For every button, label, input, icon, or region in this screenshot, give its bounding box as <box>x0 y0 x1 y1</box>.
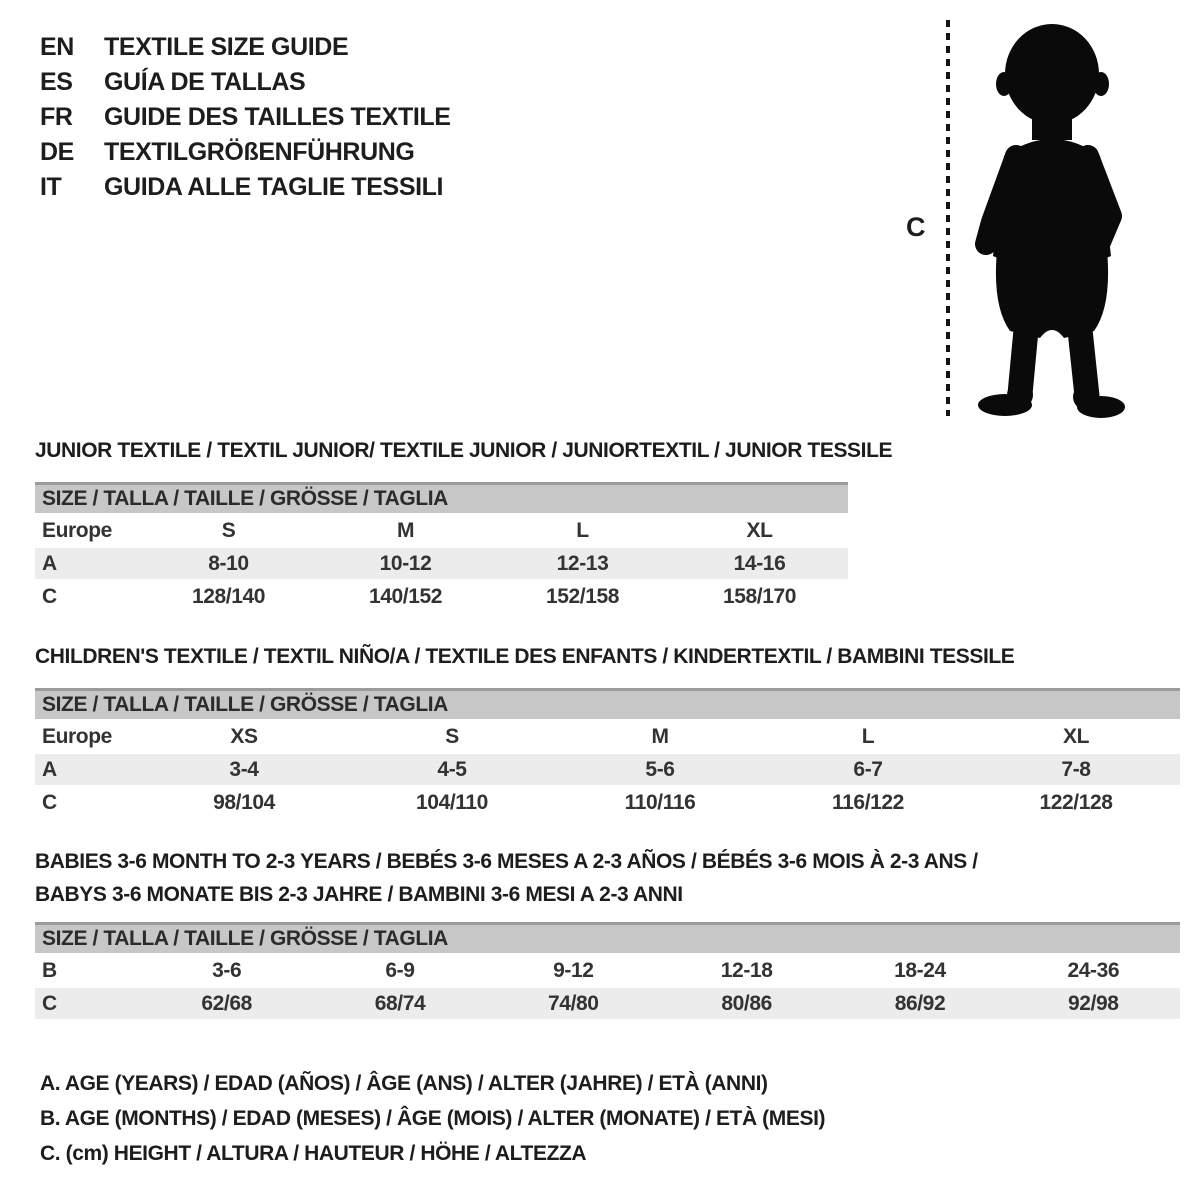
legend-line: C. (cm) HEIGHT / ALTURA / HAUTEUR / HÖHE / ALTEZZA <box>40 1142 587 1165</box>
language-code: DE <box>40 138 74 166</box>
table-cell: 98/104 <box>213 790 275 814</box>
babies-section-title <box>35 845 1180 911</box>
table-cell: 68/74 <box>374 991 426 1015</box>
table-row <box>35 515 848 546</box>
toddler-silhouette-icon <box>964 14 1140 420</box>
babies-size-table <box>35 955 1180 1019</box>
legend-line: B. AGE (MONTHS) / EDAD (MESES) / ÂGE (MOIS) / ALTER (MONATE) / ETÀ (MESI) <box>40 1107 826 1130</box>
table-cell: 4-5 <box>437 757 467 781</box>
children-textile-section <box>35 640 1180 820</box>
row-label: C <box>42 584 57 608</box>
row-label: A <box>42 551 57 575</box>
table-row <box>35 955 1180 986</box>
table-cell: 10-12 <box>379 551 432 575</box>
table-row <box>35 787 1180 818</box>
table-cell: 14-16 <box>733 551 786 575</box>
table-cell: L <box>576 518 589 542</box>
junior-textile-section <box>35 434 893 614</box>
language-row <box>40 65 451 100</box>
table-row <box>35 721 1180 752</box>
table-cell: 7-8 <box>1061 757 1091 781</box>
table-cell: L <box>861 724 875 748</box>
babies-textile-section <box>35 845 1180 1021</box>
language-code: ES <box>40 68 73 96</box>
row-label: A <box>42 757 57 781</box>
table-cell: 24-36 <box>1067 958 1120 982</box>
table-cell: 12-13 <box>556 551 609 575</box>
table-cell: 62/68 <box>201 991 252 1015</box>
language-title: TEXTILGRÖßENFÜHRUNG <box>104 138 415 166</box>
size-header-bar: SIZE / TALLA / TAILLE / GRÖSSE / TAGLIA <box>35 688 1180 719</box>
language-code: IT <box>40 173 62 201</box>
table-cell: XS <box>230 724 258 748</box>
section-title-line: BABIES 3-6 MONTH TO 2-3 YEARS / BEBÉS 3-6 MESES A 2-3 AÑOS / BÉBÉS 3-6 MOIS À 2-3 ANS / <box>35 850 978 873</box>
table-cell: 6-9 <box>385 958 415 982</box>
table-cell: 122/128 <box>1039 790 1113 814</box>
height-measure-label: C <box>906 212 926 242</box>
table-cell: 158/170 <box>722 584 797 608</box>
table-cell: S <box>221 518 236 542</box>
junior-size-table <box>35 515 848 612</box>
row-label: Europe <box>42 724 112 748</box>
table-cell: XL <box>1062 724 1090 748</box>
section-title-line: JUNIOR TEXTILE / TEXTIL JUNIOR/ TEXTILE JUNIOR / JUNIORTEXTIL / JUNIOR TESSILE <box>35 439 893 462</box>
table-cell: 12-18 <box>720 958 773 982</box>
size-header-bar: SIZE / TALLA / TAILLE / GRÖSSE / TAGLIA <box>35 922 1180 953</box>
section-title-line: BABYS 3-6 MONATE BIS 2-3 JAHRE / BAMBINI 3-6 MESI A 2-3 ANNI <box>35 883 683 906</box>
table-cell: 140/152 <box>368 584 443 608</box>
junior-section-title <box>35 434 893 467</box>
table-cell: XL <box>746 518 773 542</box>
table-row <box>35 754 1180 785</box>
language-row <box>40 30 451 65</box>
language-row <box>40 100 451 135</box>
height-dashed-line <box>946 20 950 416</box>
row-label: Europe <box>42 518 112 542</box>
size-header-bar: SIZE / TALLA / TAILLE / GRÖSSE / TAGLIA <box>35 482 848 513</box>
children-size-table <box>35 721 1180 818</box>
table-row <box>35 581 848 612</box>
table-cell: 3-6 <box>212 958 242 982</box>
language-row <box>40 170 451 205</box>
table-cell: 74/80 <box>548 991 599 1015</box>
language-row <box>40 135 451 170</box>
language-title: TEXTILE SIZE GUIDE <box>104 33 349 61</box>
table-cell: 3-4 <box>229 757 259 781</box>
row-label: C <box>42 790 57 814</box>
language-title: GUÍA DE TALLAS <box>104 68 306 96</box>
table-cell: 9-12 <box>553 958 594 982</box>
table-cell: M <box>396 518 415 542</box>
legend-line: A. AGE (YEARS) / EDAD (AÑOS) / ÂGE (ANS) / ALTER (JAHRE) / ETÀ (ANNI) <box>40 1072 768 1095</box>
table-cell: 110/116 <box>624 790 696 814</box>
language-title: GUIDA ALLE TAGLIE TESSILI <box>104 173 444 201</box>
table-row <box>35 548 848 579</box>
language-code: FR <box>40 103 73 131</box>
language-list <box>40 30 451 205</box>
measurement-legend <box>40 1066 825 1171</box>
language-title: GUIDE DES TAILLES TEXTILE <box>104 103 451 131</box>
section-title-line: CHILDREN'S TEXTILE / TEXTIL NIÑO/A / TEXTILE DES ENFANTS / KINDERTEXTIL / BAMBINI TESSILE <box>35 645 1015 668</box>
table-cell: 152/158 <box>545 584 620 608</box>
language-code: EN <box>40 33 74 61</box>
table-cell: S <box>445 724 459 748</box>
table-row <box>35 988 1180 1019</box>
table-cell: 80/86 <box>721 991 772 1015</box>
table-cell: 116/122 <box>832 790 904 814</box>
table-cell: 8-10 <box>208 551 249 575</box>
table-cell: 6-7 <box>853 757 883 781</box>
table-cell: 104/110 <box>416 790 488 814</box>
table-cell: 128/140 <box>191 584 266 608</box>
table-cell: M <box>651 724 669 748</box>
table-cell: 86/92 <box>894 991 946 1015</box>
table-cell: 92/98 <box>1068 991 1119 1015</box>
measure-figure <box>900 0 1160 430</box>
row-label: B <box>42 958 57 982</box>
table-cell: 18-24 <box>894 958 946 982</box>
children-section-title <box>35 640 1180 673</box>
row-label: C <box>42 991 57 1015</box>
table-cell: 5-6 <box>645 757 675 781</box>
